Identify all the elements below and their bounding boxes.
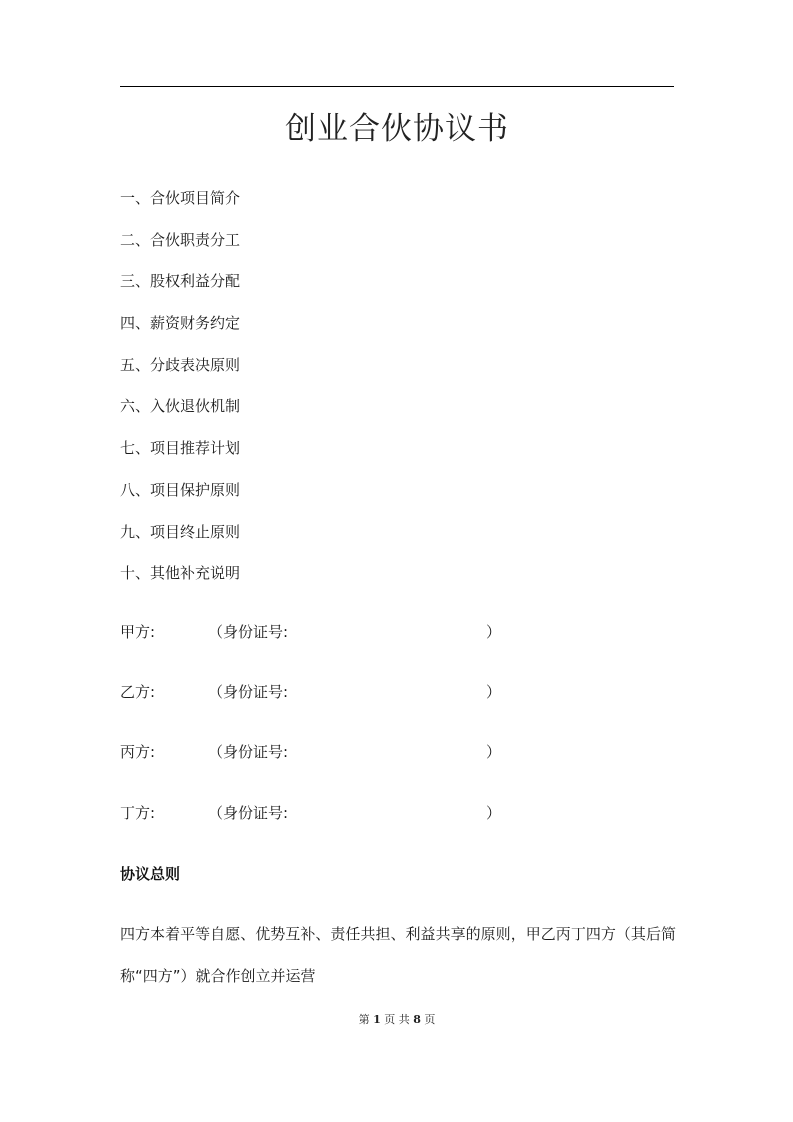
party-id-close: ） <box>486 683 502 701</box>
party-role: 乙方: <box>120 683 156 701</box>
footer-suffix: 页 <box>424 1013 436 1026</box>
party-id-close: ） <box>486 804 502 822</box>
party-role: 丁方: <box>120 804 156 822</box>
party-row-yi <box>120 678 674 706</box>
toc-item: 二、合伙职责分工 <box>120 230 241 249</box>
party-row-jia <box>120 618 674 646</box>
party-id-label: （身份证号: <box>208 683 289 701</box>
toc-item: 一、合伙项目简介 <box>120 189 241 207</box>
party-role: 丙方: <box>120 743 156 761</box>
current-page-number: 1 <box>373 1013 381 1026</box>
footer-middle: 页 共 <box>384 1013 410 1026</box>
party-role: 甲方: <box>120 623 156 641</box>
table-of-contents <box>120 184 674 601</box>
footer-prefix: 第 <box>358 1013 370 1026</box>
party-id-label: （身份证号: <box>208 743 289 761</box>
party-id-close: ） <box>486 623 502 641</box>
toc-item: 四、薪资财务约定 <box>120 314 241 333</box>
toc-item: 七、项目推荐计划 <box>120 439 241 458</box>
party-row-ding <box>120 799 674 827</box>
general-provisions-heading: 协议总则 <box>120 865 181 883</box>
document-title: 创业合伙协议书 <box>285 111 509 147</box>
toc-item: 九、项目终止原则 <box>120 522 241 541</box>
toc-item: 八、项目保护原则 <box>120 480 241 499</box>
party-row-bing <box>120 738 674 766</box>
toc-item: 六、入伙退伙机制 <box>120 397 241 416</box>
toc-item: 十、其他补充说明 <box>120 564 241 583</box>
toc-item: 三、股权利益分配 <box>120 272 241 291</box>
party-id-close: ） <box>486 743 502 761</box>
party-id-label: （身份证号: <box>208 623 289 641</box>
general-provisions-body: 四方本着平等自愿、优势互补、责任共担、利益共享的原则，甲乙丙丁四方（其后简称“四方”）就合作创立并运营 <box>120 925 676 985</box>
party-id-label: （身份证号: <box>208 804 289 822</box>
header-rule <box>120 86 674 87</box>
total-page-count: 8 <box>413 1013 421 1026</box>
toc-item: 五、分歧表决原则 <box>120 355 241 374</box>
page-footer <box>120 1010 674 1030</box>
